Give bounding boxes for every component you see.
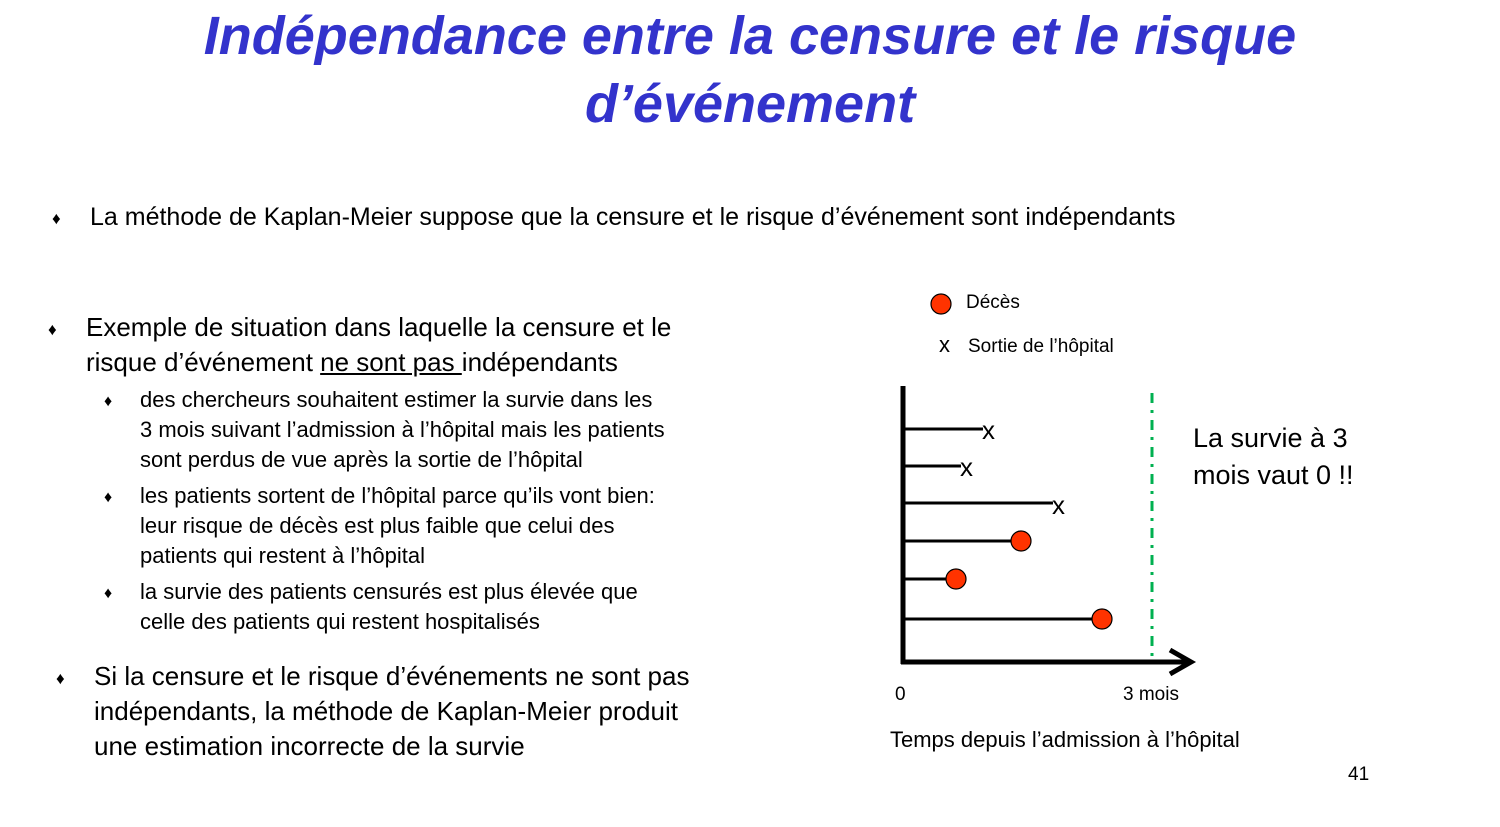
death-legend-icon [931, 294, 951, 314]
annotation-line: La survie à 3 [1193, 423, 1348, 453]
bullet-text: La méthode de Kaplan-Meier suppose que la censure et le risque d’événement sont indépendants [90, 203, 1176, 231]
bullet-text-line-1: Exemple de situation dans laquelle la censure et le [86, 312, 672, 342]
death-marker-icon [1092, 609, 1112, 629]
title-line-2: d’événement [584, 74, 916, 134]
death-marker-icon [946, 569, 966, 589]
text-segment: risque d’événement [86, 347, 321, 377]
survival-annotation [1193, 420, 1354, 494]
sub-bullet-text: la survie des patients censurés est plus élevée que [140, 579, 638, 604]
censor-marker-icon: x [1052, 490, 1065, 520]
legend-censor-icon: x [939, 332, 950, 357]
sub-bullet-text: leur risque de décès est plus faible que celui des [140, 513, 615, 538]
legend-censor-label: Sortie de l’hôpital [968, 336, 1114, 357]
legend-death-label: Décès [966, 292, 1020, 313]
page-number: 41 [1348, 764, 1370, 785]
title-line-1: Indépendance entre la censure et le risque [203, 6, 1297, 66]
sub-bullet-text: celle des patients qui restent hospitalisés [140, 609, 540, 634]
censor-marker-icon: x [982, 415, 995, 445]
sub-bullet-text: sont perdus de vue après la sortie de l’hôpital [140, 447, 583, 472]
sub-bullet-text: patients qui restent à l’hôpital [140, 543, 425, 568]
annotation-line: mois vaut 0 !! [1193, 460, 1354, 490]
sub-bullet-text: 3 mois suivant l’admission à l’hôpital mais les patients [140, 417, 665, 442]
underlined-text: ne sont pas [320, 347, 462, 377]
bullet-text-line: indépendants, la méthode de Kaplan-Meier produit [94, 696, 678, 726]
diamond-bullet-icon: ♦ [56, 669, 65, 688]
text-segment: indépendants [461, 347, 618, 377]
bullet-text-line: une estimation incorrecte de la survie [94, 731, 525, 761]
diamond-bullet-icon: ♦ [52, 209, 61, 228]
x-cutoff-label: 3 mois [1123, 684, 1179, 705]
censor-marker-icon: x [960, 452, 973, 482]
diamond-bullet-icon: ♦ [104, 489, 113, 506]
diamond-bullet-icon: ♦ [48, 320, 57, 339]
death-marker-icon [1011, 531, 1031, 551]
x-axis-label: Temps depuis l’admission à l’hôpital [890, 727, 1240, 752]
bullet-text-line: Si la censure et le risque d’événements ne sont pas [94, 661, 690, 691]
diamond-bullet-icon: ♦ [104, 393, 113, 410]
diamond-bullet-icon: ♦ [104, 585, 113, 602]
sub-bullet-text: des chercheurs souhaitent estimer la survie dans les [140, 387, 653, 412]
x-origin-label: 0 [895, 684, 906, 705]
sub-bullet-text: les patients sortent de l’hôpital parce qu’ils vont bien: [140, 483, 655, 508]
